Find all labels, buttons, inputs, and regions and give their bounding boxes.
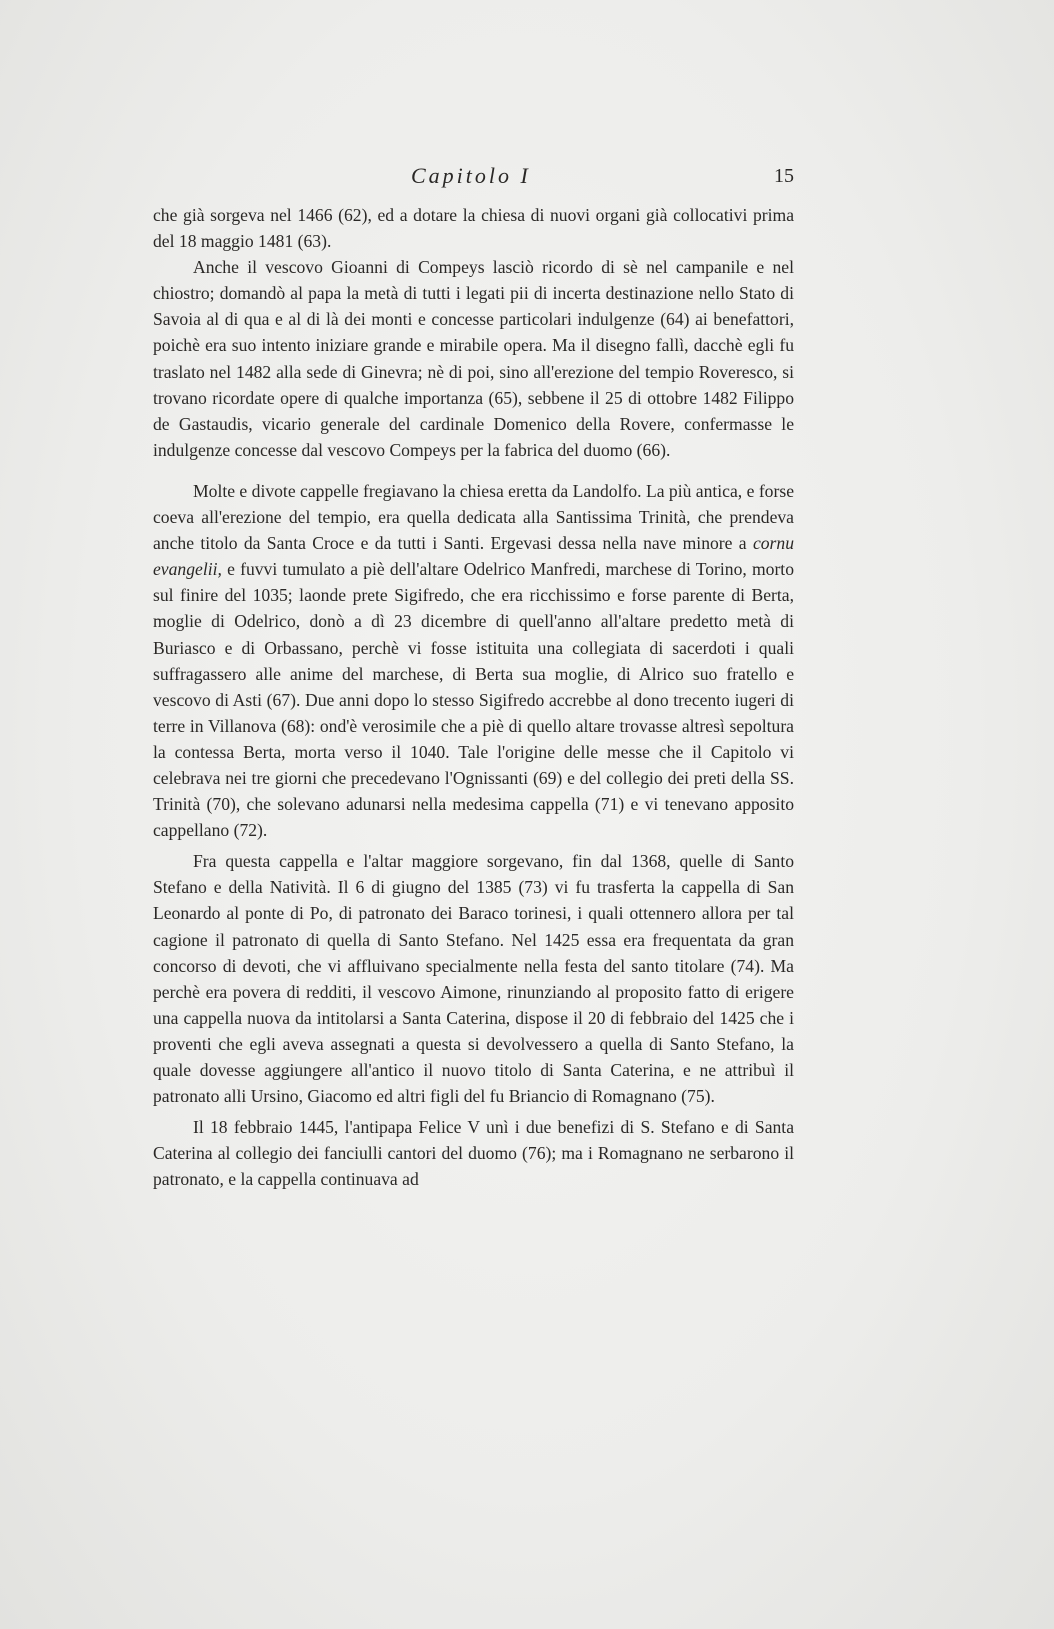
paragraph-cappelle-part1: Molte e divote cappelle fregiavano la chiesa eretta da Landolfo. La più antica, e forse coeva all'erezione del tempio, era quella dedicata alla Santissima Trinità, che prendeva anche titolo da Santa Croce e da tutti i Santi. Ergevasi dessa nella nave minore a — [153, 480, 794, 554]
paragraph-cappelle — [153, 478, 794, 843]
page-header — [153, 163, 794, 193]
paragraph-compeys: Anche il vescovo Gioanni di Compeys lasciò ricordo di sè nel campanile e nel chiostro; domandò al papa la metà di tutti i legati pii di incerta destinazione nello Stato di Savoia al di qua e al di là dei monti e concesse particolari indulgenze (64) ai benefattori, poichè era suo intento iniziare grande e mirabile opera. Ma il disegno fallì, dacchè egli fu traslato nel 1482 alla sede di Ginevra; nè di poi, sino all'erezione del tempio Roveresco, si trovano ricordate opere di qualche importanza (65), sebbene il 25 di ottobre 1482 Filippo de Gastaudis, vicario generale del cardinale Domenico della Rovere, confermasse le indulgenze concesse dal vescovo Compeys per la fabrica del duomo (66). — [153, 257, 794, 460]
paragraph-felice-v: Il 18 febbraio 1445, l'antipapa Felice V unì i due benefizi di S. Stefano e di Santa Caterina al collegio dei fanciulli cantori del duomo (76); ma i Romagnano ne serbarono il patronato, e la cappella continuava ad — [153, 1117, 794, 1190]
latin-phrase: cornu evangelii, — [153, 533, 794, 580]
body-text — [153, 202, 794, 1192]
running-title: Capitolo I — [411, 163, 531, 188]
paragraph-santo-stefano: Fra questa cappella e l'altar maggiore sorgevano, fin dal 1368, quelle di Santo Stefano e della Natività. Il 6 di giugno del 1385 (73) vi fu trasferta la cappella di San Leonardo al ponte di Po, di patronato dei Baraco torinesi, i quali ottennero allora per tal cagione il patronato di quella di Santo Stefano. Nel 1425 essa era frequentata da gran concorso di devoti, che vi affluivano specialmente nella festa del santo titolare (74). Ma perchè era povera di redditi, il vescovo Aimone, rinunziando al proposito fatto di erigere una cappella nuova da intitolarsi a Santa Caterina, dispose il 20 di febbraio del 1425 che i proventi che egli aveva assegnati a questa si devolvessero a quella di Santo Stefano, la quale dovesse aggiungere all'antico il nuovo titolo di Santa Caterina, e ne attribuì il patronato alli Ursino, Giacomo ed altri figli del fu Briancio di Romagnano (75). — [153, 851, 794, 1107]
page-number: 15 — [774, 165, 794, 187]
paragraph-cappelle-part2: e fuvvi tumulato a piè dell'altare Odelrico Manfredi, marchese di Torino, morto sul finire del 1035; laonde prete Sigifredo, che era ricchissimo e forse parente di Berta, moglie di Odelrico, donò a dì 23 dicembre di quell'anno all'altare predetto metà di Buriasco e di Orbassano, perchè vi fosse istituita una collegiata di sacerdoti i quali suffragassero alle anime del marchese, di Berta sua moglie, di Alrico suo fratello e vescovo di Asti (67). Due anni dopo lo stesso Sigifredo accrebbe al dono trecento iugeri di terre in Villanova (68): ond'è verosimile che a piè di quello altare trovasse altresì sepoltura la contessa Berta, morta verso il 1040. Tale l'origine delle messe che il Capitolo vi celebrava nei tre giorni che precedevano l'Ognissanti (69) e del collegio dei preti della SS. Trinità (70), che solevano adunarsi nella medesima cappella (71) e vi tenevano apposito cappellano (72). — [153, 559, 794, 841]
paragraph-continued: che già sorgeva nel 1466 (62), ed a dotare la chiesa di nuovi organi già collocativi prima del 18 maggio 1481 (63). — [153, 205, 794, 252]
